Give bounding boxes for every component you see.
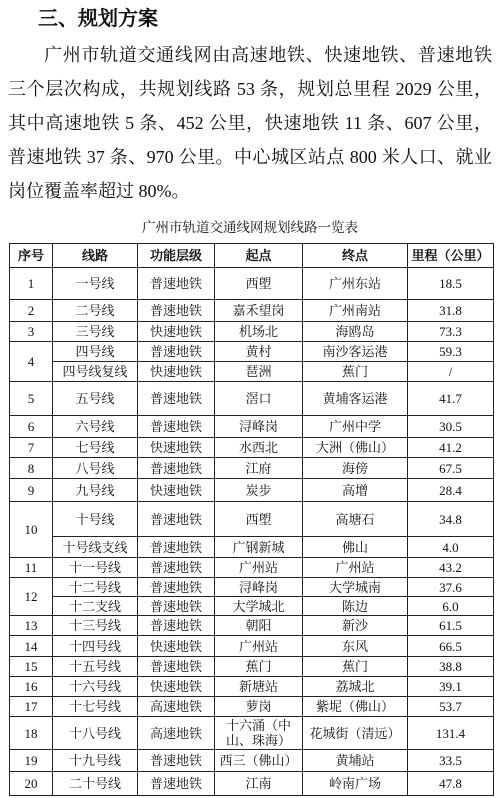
cell-line-name: 三号线 — [53, 322, 138, 342]
cell-length-km: 67.5 — [408, 458, 494, 479]
cell-line-name: 十九号线 — [53, 750, 138, 772]
table-row — [10, 416, 494, 438]
cell-end-station: 高增 — [303, 479, 408, 502]
cell-start-station: 新塘站 — [215, 677, 303, 697]
cell-service-level: 快速地铁 — [138, 479, 215, 502]
cell-service-level: 普速地铁 — [138, 558, 215, 578]
cell-line-name: 十号线 — [53, 502, 138, 537]
cell-end-station: 高塘石 — [303, 502, 408, 537]
table-row — [10, 382, 494, 416]
cell-end-station: 海傍 — [303, 458, 408, 479]
cell-line-name: 二号线 — [53, 300, 138, 322]
header-end-station: 终点 — [303, 244, 408, 268]
section-heading: 三、规划方案 — [38, 8, 158, 30]
table-row — [10, 657, 494, 677]
cell-start-station: 蕉门 — [215, 657, 303, 677]
cell-line-name: 二十号线 — [53, 772, 138, 796]
cell-length-km: 18.5 — [408, 268, 494, 300]
cell-length-km: 59.3 — [408, 342, 494, 362]
cell-start-station: 机场北 — [215, 322, 303, 342]
cell-length-km: 39.1 — [408, 677, 494, 697]
paragraph-line: 三个层次构成，共规划线路 53 条，规划总里程 2029 公里， — [8, 79, 492, 99]
cell-line-name: 四号线复线 — [53, 362, 138, 382]
table-caption: 广州市轨道交通线网规划线路一览表 — [142, 220, 358, 235]
cell-length-km: 43.2 — [408, 558, 494, 578]
cell-line-name: 十一号线 — [53, 558, 138, 578]
cell-start-station: 十六涌（中山、珠海） — [215, 717, 303, 750]
cell-number: 8 — [10, 458, 53, 479]
cell-line-name: 八号线 — [53, 458, 138, 479]
cell-end-station: 蕉门 — [303, 657, 408, 677]
cell-end-station: 广州南站 — [303, 300, 408, 322]
cell-end-station: 广州中学 — [303, 416, 408, 438]
cell-start-station: 西三（佛山） — [215, 750, 303, 772]
table-row — [10, 537, 494, 558]
paragraph-line: 岗位覆盖率超过 80%。 — [8, 181, 190, 201]
cell-line-name: 一号线 — [53, 268, 138, 300]
header-number: 序号 — [10, 244, 53, 268]
cell-service-level: 普速地铁 — [138, 578, 215, 597]
cell-start-station: 大学城北 — [215, 597, 303, 616]
cell-length-km: 4.0 — [408, 537, 494, 558]
table-row — [10, 750, 494, 772]
cell-line-name: 十四号线 — [53, 636, 138, 657]
cell-service-level: 普速地铁 — [138, 750, 215, 772]
table-header — [10, 244, 494, 268]
cell-length-km: 31.8 — [408, 300, 494, 322]
cell-end-station: 陈边 — [303, 597, 408, 616]
cell-end-station: 紫坭（佛山） — [303, 697, 408, 717]
cell-start-station: 西塱 — [215, 502, 303, 537]
cell-length-km: 73.3 — [408, 322, 494, 342]
table-row — [10, 268, 494, 300]
cell-number: 9 — [10, 479, 53, 502]
cell-length-km: 30.5 — [408, 416, 494, 438]
cell-number: 17 — [10, 697, 53, 717]
cell-service-level: 快速地铁 — [138, 322, 215, 342]
cell-line-name: 四号线 — [53, 342, 138, 362]
cell-number: 1 — [10, 268, 53, 300]
cell-line-name: 十七号线 — [53, 697, 138, 717]
header-service-level: 功能层级 — [138, 244, 215, 268]
cell-length-km: 66.5 — [408, 636, 494, 657]
cell-line-name: 六号线 — [53, 416, 138, 438]
cell-end-station: 广州站 — [303, 558, 408, 578]
cell-length-km: 37.6 — [408, 578, 494, 597]
cell-end-station: 花城街（清远） — [303, 717, 408, 750]
cell-service-level: 普速地铁 — [138, 616, 215, 636]
table-row — [10, 342, 494, 362]
table-row — [10, 717, 494, 750]
header-length-km: 里程（公里） — [408, 244, 494, 268]
paragraph-line: 其中高速地铁 5 条、452 公里，快速地铁 11 条、607 公里， — [8, 113, 492, 133]
line-plan-table — [9, 243, 494, 796]
cell-length-km: 6.0 — [408, 597, 494, 616]
cell-length-km: 41.7 — [408, 382, 494, 416]
cell-service-level: 普速地铁 — [138, 300, 215, 322]
cell-length-km: 47.8 — [408, 772, 494, 796]
cell-service-level: 高速地铁 — [138, 697, 215, 717]
header-line-name: 线路 — [53, 244, 138, 268]
table-row — [10, 597, 494, 616]
cell-number: 15 — [10, 657, 53, 677]
cell-service-level: 普速地铁 — [138, 268, 215, 300]
cell-end-station: 南沙客运港 — [303, 342, 408, 362]
cell-start-station: 琶洲 — [215, 362, 303, 382]
cell-end-station: 大学城南 — [303, 578, 408, 597]
cell-service-level: 普速地铁 — [138, 657, 215, 677]
cell-service-level: 快速地铁 — [138, 362, 215, 382]
paragraph-line: 普速地铁 37 条、970 公里。中心城区站点 800 米人口、就业 — [8, 147, 492, 167]
header-start-station: 起点 — [215, 244, 303, 268]
cell-number: 3 — [10, 322, 53, 342]
cell-service-level: 普速地铁 — [138, 537, 215, 558]
table-row — [10, 677, 494, 697]
table-row — [10, 558, 494, 578]
cell-start-station: 炭步 — [215, 479, 303, 502]
cell-number: 2 — [10, 300, 53, 322]
cell-number: 5 — [10, 382, 53, 416]
cell-number: 12 — [10, 578, 53, 616]
cell-start-station: 朝阳 — [215, 616, 303, 636]
cell-length-km: / — [408, 362, 494, 382]
cell-end-station: 荔城北 — [303, 677, 408, 697]
cell-line-name: 十二号线 — [53, 578, 138, 597]
cell-line-name: 九号线 — [53, 479, 138, 502]
cell-start-station: 浔峰岗 — [215, 416, 303, 438]
cell-start-station: 水西北 — [215, 438, 303, 458]
cell-start-station: 广州站 — [215, 636, 303, 657]
cell-length-km: 38.8 — [408, 657, 494, 677]
cell-line-name: 十六号线 — [53, 677, 138, 697]
cell-number: 19 — [10, 750, 53, 772]
table-row — [10, 578, 494, 597]
cell-length-km: 131.4 — [408, 717, 494, 750]
cell-number: 10 — [10, 502, 53, 558]
cell-start-station: 江府 — [215, 458, 303, 479]
cell-start-station: 江南 — [215, 772, 303, 796]
cell-end-station: 广州东站 — [303, 268, 408, 300]
cell-start-station: 萝岗 — [215, 697, 303, 717]
cell-number: 20 — [10, 772, 53, 796]
cell-number: 13 — [10, 616, 53, 636]
cell-length-km: 28.4 — [408, 479, 494, 502]
cell-start-station: 浔峰岗 — [215, 578, 303, 597]
cell-end-station: 岭南广场 — [303, 772, 408, 796]
cell-end-station: 大洲（佛山） — [303, 438, 408, 458]
cell-number: 11 — [10, 558, 53, 578]
cell-service-level: 普速地铁 — [138, 597, 215, 616]
cell-end-station: 黄埔站 — [303, 750, 408, 772]
cell-line-name: 十号线支线 — [53, 537, 138, 558]
cell-length-km: 53.7 — [408, 697, 494, 717]
cell-line-name: 五号线 — [53, 382, 138, 416]
cell-service-level: 高速地铁 — [138, 717, 215, 750]
cell-service-level: 普速地铁 — [138, 502, 215, 537]
cell-length-km: 41.2 — [408, 438, 494, 458]
cell-number: 18 — [10, 717, 53, 750]
cell-length-km: 33.5 — [408, 750, 494, 772]
cell-service-level: 快速地铁 — [138, 438, 215, 458]
cell-length-km: 34.8 — [408, 502, 494, 537]
cell-service-level: 普速地铁 — [138, 458, 215, 479]
cell-line-name: 七号线 — [53, 438, 138, 458]
cell-end-station: 佛山 — [303, 537, 408, 558]
cell-line-name: 十二支线 — [53, 597, 138, 616]
cell-service-level: 普速地铁 — [138, 342, 215, 362]
cell-line-name: 十三号线 — [53, 616, 138, 636]
cell-end-station: 新沙 — [303, 616, 408, 636]
table-row — [10, 636, 494, 657]
cell-number: 4 — [10, 342, 53, 382]
cell-number: 14 — [10, 636, 53, 657]
table-row — [10, 697, 494, 717]
cell-start-station: 广州站 — [215, 558, 303, 578]
cell-end-station: 黄埔客运港 — [303, 382, 408, 416]
table-row — [10, 479, 494, 502]
cell-service-level: 快速地铁 — [138, 636, 215, 657]
table-row — [10, 300, 494, 322]
cell-start-station: 滘口 — [215, 382, 303, 416]
table-row — [10, 322, 494, 342]
cell-start-station: 西塱 — [215, 268, 303, 300]
cell-service-level: 普速地铁 — [138, 416, 215, 438]
cell-line-name: 十五号线 — [53, 657, 138, 677]
table-row — [10, 502, 494, 537]
cell-service-level: 快速地铁 — [138, 677, 215, 697]
table-row — [10, 438, 494, 458]
table-body — [10, 268, 494, 796]
header-row — [10, 244, 494, 268]
table-row — [10, 362, 494, 382]
table-row — [10, 616, 494, 636]
cell-end-station: 蕉门 — [303, 362, 408, 382]
cell-start-station: 嘉禾望岗 — [215, 300, 303, 322]
cell-length-km: 61.5 — [408, 616, 494, 636]
cell-line-name: 十八号线 — [53, 717, 138, 750]
cell-number: 7 — [10, 438, 53, 458]
cell-end-station: 海鸥岛 — [303, 322, 408, 342]
cell-service-level: 普速地铁 — [138, 772, 215, 796]
cell-end-station: 东风 — [303, 636, 408, 657]
paragraph-line: 广州市轨道交通线网由高速地铁、快速地铁、普速地铁 — [44, 45, 492, 65]
cell-number: 16 — [10, 677, 53, 697]
table-row — [10, 458, 494, 479]
cell-start-station: 广钢新城 — [215, 537, 303, 558]
table-row — [10, 772, 494, 796]
cell-service-level: 普速地铁 — [138, 382, 215, 416]
cell-start-station: 黄村 — [215, 342, 303, 362]
cell-number: 6 — [10, 416, 53, 438]
plan-paragraph — [8, 38, 492, 208]
